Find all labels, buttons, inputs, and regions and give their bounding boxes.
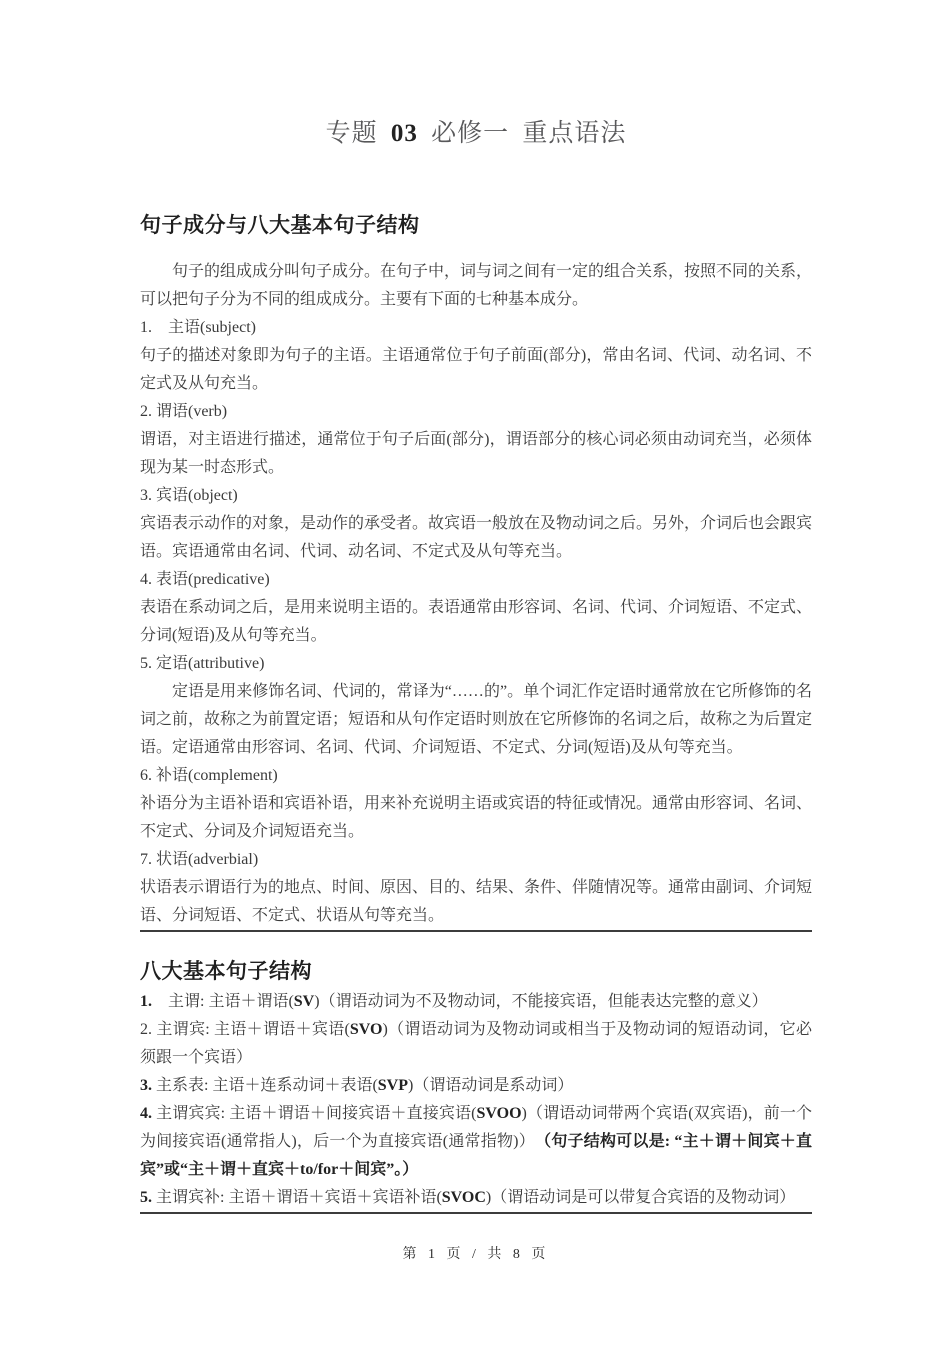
title-number: 03 (390, 120, 418, 147)
page-content (140, 210, 812, 1263)
structure-item-1: 1. 主谓: 主语＋谓语(SV)（谓语动词为不及物动词，不能接宾语，但能表达完整的意义） (140, 993, 768, 1010)
list-item-body-7: 状语表示谓语行为的地点、时间、原因、目的、结果、条件、伴随情况等。通常由副词、介词短语、分词短语、不定式、状语从句等充当。 (140, 879, 813, 924)
structure-item-5: 5. 主谓宾补: 主语＋谓语＋宾语＋宾语补语(SVOC)（谓语动词是可以带复合宾语的及物动词） (140, 1189, 796, 1206)
page-footer: 第 1 页 / 共 8 页 (402, 1247, 550, 1262)
intro-paragraph: 句子的组成成分叫句子成分。在句子中，词与词之间有一定的组合关系，按照不同的关系，可以把句子分为不同的组成成分。主要有下面的七种基本成分。 (140, 263, 813, 308)
structure-item-3: 3. 主系表: 主语＋连系动词＋表语(SVP)（谓语动词是系动词） (140, 1077, 574, 1094)
list-item-label-1: 1. 主语(subject) (140, 319, 256, 336)
section1-heading: 句子成分与八大基本句子结构 (140, 213, 420, 237)
list-item-body-1: 句子的描述对象即为句子的主语。主语通常位于句子前面(部分)，常由名词、代词、动名词、不定式及从句充当。 (140, 347, 812, 392)
section2-heading: 八大基本句子结构 (140, 959, 312, 983)
list-item-label-5: 5. 定语(attributive) (140, 655, 265, 672)
list-item-body-6: 补语分为主语补语和宾语补语，用来补充说明主语或宾语的特征或情况。通常由形容词、名词、不定式、分词及介词短语充当。 (140, 795, 813, 840)
list-item-body-5: 定语是用来修饰名词、代词的，常译为“……的”。单个词汇作定语时通常放在它所修饰的名词之前，故称之为前置定语；短语和从句作定语时则放在它所修饰的名词之后，故称之为后置定语。定语通常由形容词、名词、代词、介词短语、不定式、分词(短语)及从句等充当。 (140, 683, 813, 756)
list-item-label-2: 2. 谓语(verb) (140, 403, 228, 420)
list-item-label-4: 4. 表语(predicative) (140, 571, 270, 588)
list-item-label-6: 6. 补语(complement) (140, 767, 278, 784)
divider-rule-top (140, 930, 812, 932)
list-item-label-7: 7. 状语(adverbial) (140, 851, 259, 868)
structure-item-4: 4. 主谓宾宾: 主语＋谓语＋间接宾语＋直接宾语(SVOO)（谓语动词带两个宾语(双宾语)，前一个为间接宾语(通常指人)，后一个为直接宾语(通常指物)） （句子结构可以是: “主＋谓＋间宾＋直宾”或“主＋谓＋直宾＋to/for＋间宾”。） (140, 1105, 812, 1178)
structure-item-2: 2. 主谓宾: 主语＋谓语＋宾语(SVO)（谓语动词为及物动词或相当于及物动词的短语动词，它必须跟一个宾语） (140, 1021, 812, 1066)
list-item-body-3: 宾语表示动作的对象，是动作的承受者。故宾语一般放在及物动词之后。另外，介词后也会跟宾语。宾语通常由名词、代词、动名词、不定式及从句等充当。 (140, 515, 813, 560)
title-suffix: 必修一 重点语法 (417, 120, 627, 147)
section1-body (140, 258, 812, 930)
divider-rule-bottom (140, 1212, 812, 1214)
list-item-label-3: 3. 宾语(object) (140, 487, 238, 504)
title-prefix: 专题 (325, 120, 391, 147)
list-item-body-2: 谓语，对主语进行描述，通常位于句子后面(部分)，谓语部分的核心词必须由动词充当，必须体现为某一时态形式。 (140, 431, 812, 476)
list-item-body-4: 表语在系动词之后，是用来说明主语的。表语通常由形容词、名词、代词、介词短语、不定式、分词(短语)及从句等充当。 (140, 599, 813, 644)
page-title (0, 0, 952, 152)
section2-body (140, 988, 812, 1212)
